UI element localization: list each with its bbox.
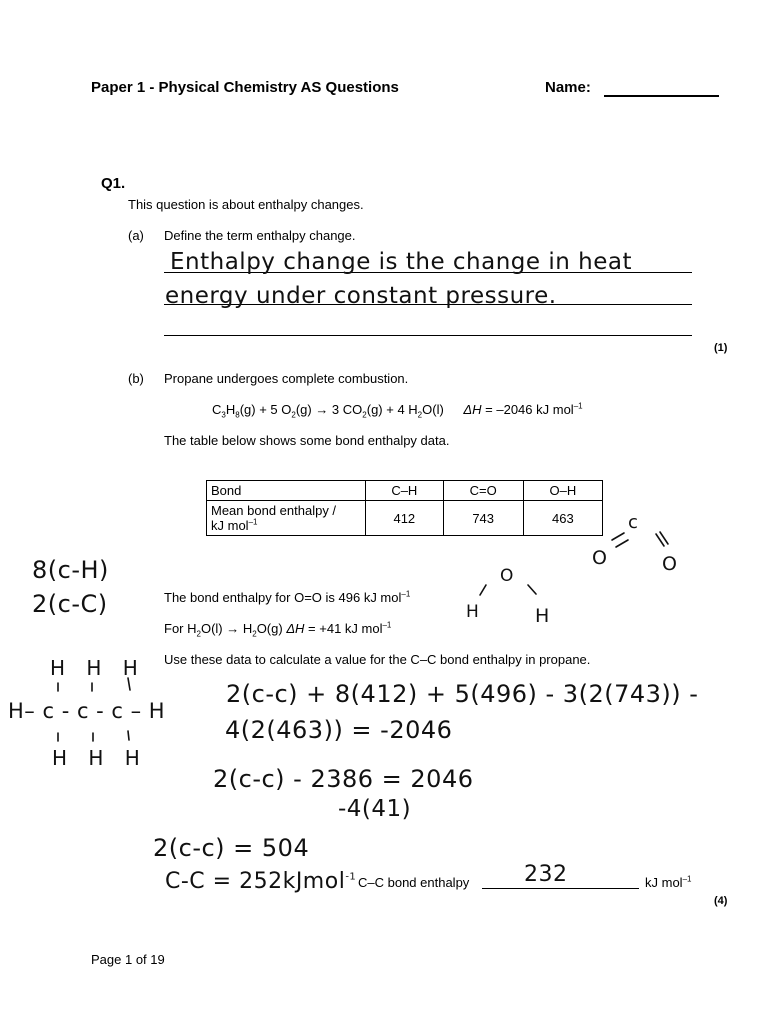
table-cell: 412 [366, 501, 444, 536]
table-cell: 743 [443, 501, 523, 536]
co2-double-bond-left [612, 533, 628, 547]
table-intro: The table below shows some bond enthalpy data. [164, 433, 450, 448]
propane-bottom-bonds [58, 731, 129, 741]
answer-label: C–C bond enthalpy [358, 875, 470, 890]
handwritten-water-h2: H [535, 605, 550, 627]
handwritten-answer-line-2: energy under constant pressure. [165, 283, 557, 309]
handwritten-propane-top-h: H H H [50, 656, 139, 680]
part-a-marks: (1) [714, 342, 728, 354]
handwritten-co2-c: c [628, 512, 639, 533]
handwritten-calc-line-4: -4(41) [338, 796, 412, 822]
handwritten-calc-line-5: 2(c-c) = 504 [153, 834, 310, 862]
handwritten-calc-line-3: 2(c-c) - 2386 = 2046 [213, 765, 474, 793]
handwritten-cc-bond-count: 2(c-C) [32, 590, 108, 618]
paper-title: Paper 1 - Physical Chemistry AS Questions [91, 79, 399, 96]
handwritten-propane-chain: H– c - c - c – H [8, 699, 166, 723]
handwritten-calc-line-2: 4(2(463)) = -2046 [225, 716, 453, 744]
table-header-cell: C=O [443, 481, 523, 501]
table-cell: 463 [523, 501, 602, 536]
part-b-label: (b) [128, 371, 144, 386]
part-a-label: (a) [128, 228, 144, 243]
water-bond-left [480, 585, 486, 595]
combustion-equation: $C_3H_8(g) + 5$ $O_2(g) \to 3$ $CO_2(g) + 4$ $H_2O(l) \Delta H = -2046$ kJ mol$^{-1}$ [212, 401, 583, 420]
oo-bond-text: The bond enthalpy for O=O is 496 kJ mol$^{-1}$ [164, 589, 411, 605]
part-b-text: Propane undergoes complete combustion. [164, 371, 409, 386]
handwritten-final-answer: 232 [524, 862, 568, 887]
table-header-cell: O–H [523, 481, 602, 501]
part-b-marks: (4) [714, 895, 728, 907]
part-a-text: Define the term enthalpy change. [164, 228, 356, 243]
propane-top-bonds [58, 678, 130, 691]
table-header-cell: Bond [207, 481, 366, 501]
handwritten-answer-line-1: Enthalpy change is the change in heat [170, 249, 632, 275]
handwritten-co2-o2: O [662, 553, 678, 575]
table-header-cell: C–H [366, 481, 444, 501]
handwritten-water-o: O [500, 566, 514, 586]
water-vaporisation-text: For $H_2O(l) \to H_2O(g) \Delta H = +41$ kJ mol$^{-1}$ [164, 620, 392, 639]
calculation-instruction: Use these data to calculate a value for the C–C bond enthalpy in propane. [164, 652, 591, 667]
co2-double-bond-right [656, 532, 668, 546]
handwritten-calc-line-6: C-C = 252kJmol$^{-1}$ [165, 869, 357, 894]
handwritten-ch-bond-count: 8(c-H) [32, 556, 109, 584]
name-label: Name: [545, 79, 591, 96]
handwritten-co2-o1: O [592, 547, 608, 569]
question-number: Q1. [101, 175, 126, 192]
table-row-label: Mean bond enthalpy / kJ mol$^{-1}$ [207, 501, 366, 536]
handwritten-water-h1: H [466, 602, 480, 622]
handwritten-propane-bottom-h: H H H [52, 746, 141, 770]
answer-unit: kJ mol$^{-1}$ [645, 874, 692, 890]
handwritten-calc-line-1: 2(c-c) + 8(412) + 5(496) - 3(2(743)) - [226, 680, 699, 708]
question-intro: This question is about enthalpy changes. [128, 197, 364, 212]
water-bond-right [528, 585, 536, 594]
page-number: Page 1 of 19 [91, 952, 165, 967]
